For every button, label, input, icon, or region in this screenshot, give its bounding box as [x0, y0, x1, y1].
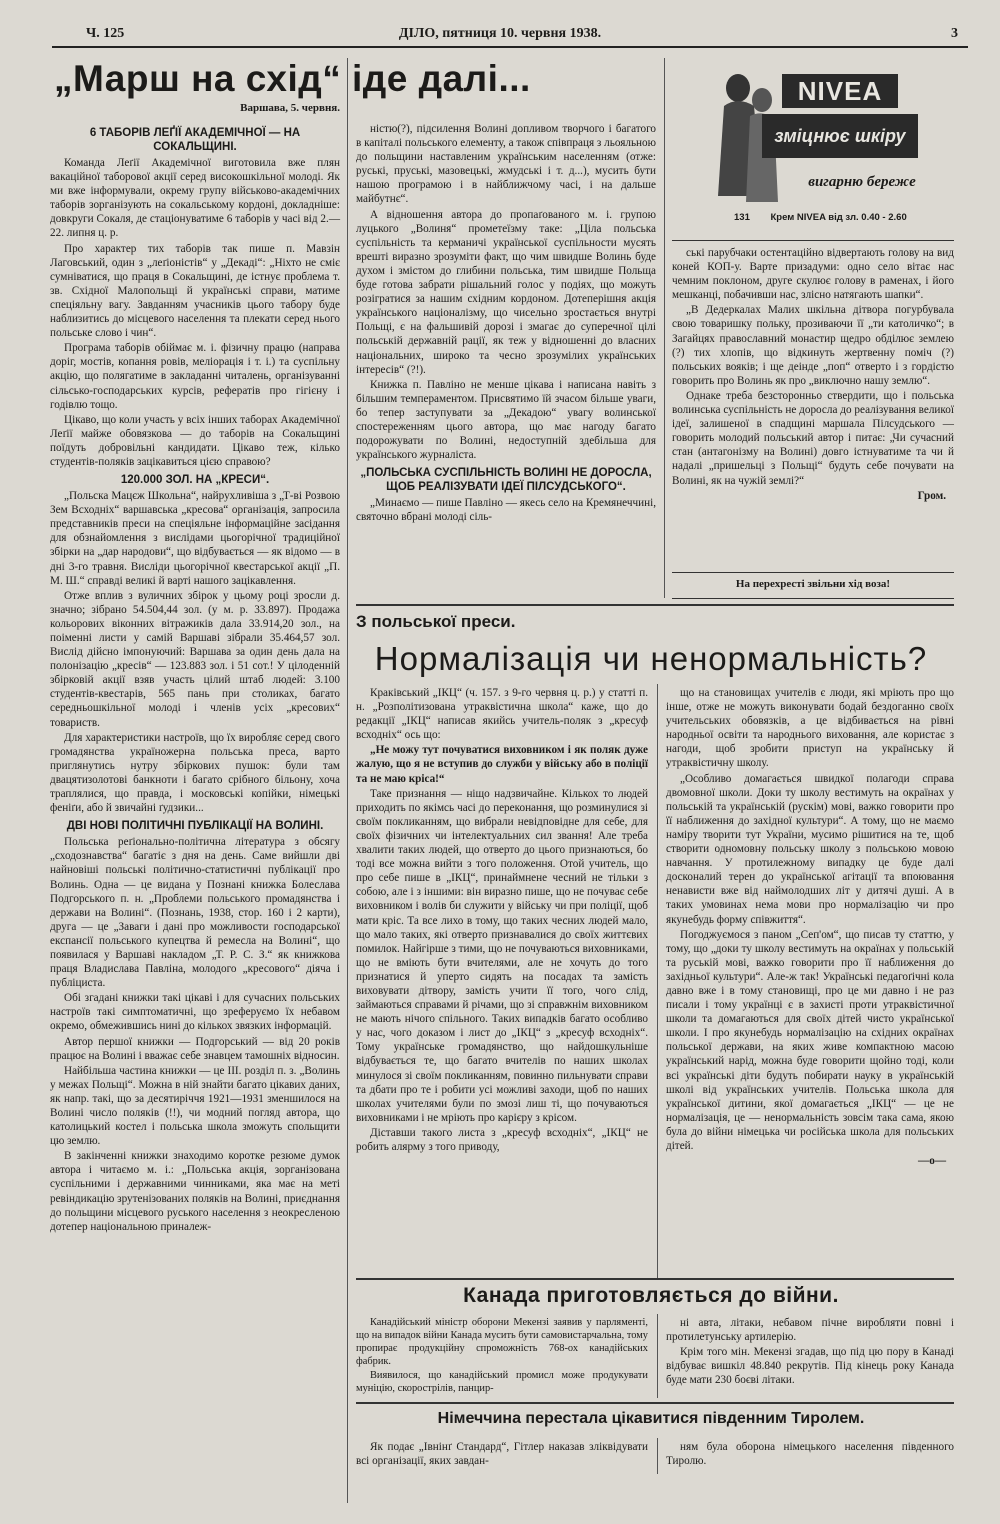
section-polish-press: З польської преси. [356, 612, 516, 631]
paragraph: Погоджуємося з паном „Сеп'ом“, що писав ту статтю, у тому, що „доки ту школу вестимуть на окраїнах у польській та руській мові, важко говорити про її наближення до західньої культури“. Але-ж так! Українські педагоґічні кола давно вже і в тому становищі, про це ми давно і не раз писали і тому українці є в захисті проти утраквістичної школи та домагаються для своїх дітей чисто української школи. І про якунебудь нормалізацію на східних окраїнах польської держави, на яких живе компактною масою український нарід, можна буде говорити щойно тоді, коли всі українські діти будуть побирати науку в українській школі від українських учителів. Польська школа для української дитини, якої домагається „ІКЦ“ — це не нормалізація, це — ненормальність зовсім така сама, якою була до війни німецька чи російська школа для польських дітей. [666, 928, 954, 1152]
column-divider-3 [657, 684, 658, 1280]
canada-column-1 [356, 1316, 648, 1397]
paragraph: Книжка п. Павліно не менше цікава і написана навіть з більшим темпераментом. Присвятимо їй зчасом більше уваги, бо тепер заступувати за „Декадою“ увагу волинської спостереженням цього автора, що має нагоду багато подорожувати по Волині, недоступній здебільша для українського журналіста. [356, 378, 656, 462]
signature: —o— [918, 1155, 946, 1168]
paragraph: Краківський „ІКЦ“ (ч. 157. з 9-го червня ц. р.) у статті п. н. „Розполітизована утраквістична школа“ каже, що до редакції „ІКЦ“ написав якийсь учитель-поляк з „кресуф всходніх“ ось що: [356, 687, 648, 742]
column-divider-1 [347, 58, 348, 1503]
page-number: 3 [951, 26, 958, 41]
tyrol-rule-top [356, 1402, 954, 1404]
march-column-1 [50, 122, 340, 1235]
paragraph: Автор першої книжки — Подгорський — від 20 років працює на Волині і вважає себе знавцем тамошніх відносин. [50, 1035, 340, 1062]
ad-bottom-rule [672, 240, 954, 241]
tyrol-column-2 [666, 1440, 954, 1469]
canada-rule-top [356, 1278, 954, 1280]
section-rule-top [356, 604, 954, 606]
march-column-2 [356, 122, 656, 525]
ad-slogan: вигарню бережe [808, 174, 916, 190]
column-divider-5 [657, 1438, 658, 1474]
nivea-advertisement [704, 62, 944, 230]
ad-footer-price: Крем NIVEA від зл. 0.40 - 2.60 [770, 212, 907, 223]
paragraph: ністю(?), підсилення Волині допливом творчого і багатого в капіталі польського елементу, а також співпраця з льояльною до польщини наставленим українським населенням (отже: руські, пруські, мазовецькі, жмудські і т. д...), мусить бути нашою програмою і в найближчому часі, і на дальше майбутнє“. [356, 123, 656, 206]
newspaper-title-date: ДІЛО, пятниця 10. червня 1938. [398, 26, 602, 41]
paragraph: Цікаво, що коли участь у всіх інших таборах Академічної Леґії майже обовязкова — до таборів на Сокальщині поїдуть добровільні кандидати. Цікаво теж, кілько студентів-поляків зацікавиться цією справою? [50, 413, 340, 468]
paragraph: Виявилося, що канадійський промисл може продукувати муніцію, скорострілів, панцир- [356, 1370, 648, 1395]
paragraph: Канадійський міністр оборони Мекензі заявив у парляменті, що на випадок війни Канада мусить бути самовистарчальна, тому пропирає продукційну спроможність 768-ох канадійських фабрик. [356, 1317, 648, 1368]
paragraph: Крім того мін. Мекензі згадав, що під цю пору в Канаді відбуває вишкіл 48.840 рекрутів. Під кінець року Канада буде мати 230 боєві літаки. [666, 1346, 954, 1387]
march-column-3 [672, 246, 954, 504]
paragraph: ні авта, літаки, небавом пічне виробляти повні і протилетунську артилерію. [666, 1317, 954, 1344]
paragraph: ські парубчаки остентаційно відвертають голову на вид коней КОП-у. Варте призадуми: одно село вітає нас чемним поклоном, друге скулює голову в раменах, і його мешканці, побачивши нас, злісно натягають шапки“. [672, 247, 954, 302]
paragraph: „В Дедеркалах Малих шкільна дітвора погурбувала свою товаришку польку, прозиваючи її „ти католичко“; в Загайцях православний монастир щедро обділює землею (?) тих хлопів, що відкинуть жертвенну поміч (?) польських вояків; і ще деінде „поп“ отверто і з гордістю говорить про Волинь як про „виключно нашу землю“. [672, 304, 954, 387]
headline-canada: Канада приготовляється до війни. [463, 1284, 839, 1307]
paragraph: що на становищах учителів є люди, які мріють про що інше, отже не можуть виконувати бодай бездоганно своїх учительських обовязків, а це відбивається на рівні народньої освіти та народнього виховання, але користає з нагоди, щоб зробити приступ на українську й утраквістичну школу. [666, 687, 954, 770]
paragraph: Обі згадані книжки такі цікаві і для сучасних польських настроїв такі симптоматичні, що зреферуємо їх небавом окремо, обмежившись нині до кількох звязких інформацій. [50, 992, 340, 1033]
paragraph: Таке признання — ніщо надзвичайне. Кількох то людей приходить по якімсь часі до переконання, що розминулися зі своїм покликанням, що вибрали невідповідне для себе, для своїх фізичних чи інтелектуальних сил звання! Але треба хвалити таких людей, що отверто до цього признаються, бо тоді все можна вийти з того положення. Отой учитель, що про себе пише в „ІКЦ“, принаймнене чесний не тільки з собою, але і з іншими: він виразно пише, що не почуває себе виховником і волів би служити у війську чи при поліції, щоб мати кріс. Та все лихо в тому, що таких чесних людей мало, що мало таких, які отверто признавалися до своїх життєвих помилок. Найгірше з тими, що не почуваються виховниками, що не вміють бути вчителями, але не хочуть до того признатися й уперто сидять на посадах та замість виховувати дітвору, замість учити її того, чого слід, займаються справами й річами, що зі справжнім виховником не мають нічого спільного. Таких випадків багато особливо у нас, чого доказом і лист до „ІКЦ“ з „кресуф всходніх“. Тому українське громадянство, що найдошкульніше відбувається те, що багато вчителів по наших школах минулося зі своїм покликанням, повинно пильнувати справи та дбати про те і робити усі можливі заходи, щоб по наших школах учителями були по змозі лиш ті, що почуваються виховниками і не мріють про карієру з крісом. [356, 787, 648, 1124]
ad-footer [734, 212, 944, 223]
subheading: 120.000 ЗОЛ. НА „КРЕСИ“. [120, 474, 270, 487]
paragraph: Отже вплив з вуличних збірок у цьому році зросли д. значно; зібрано 54.504,44 зол. (у м. р. 33.897). Продажа кольорових віконних вітражиків дала 33.914,20 зол., на поіменні листи у самій Варшаві зібрали 35.464,57 зол. Вислід дійсно імпонуючий: Варшава за один день дала на полонізацію „кресів“ — 123.883 зол. і 51 сот.! У цілоденній збірковій акції взяв участь цілий штаб людей: 3.100 студентів-квестарів, 565 пань при столиках, багато середньошкільної молоді і членів усіх „кресових“ товариств. [50, 589, 340, 729]
tyrol-column-1 [356, 1440, 648, 1469]
headline-march-east: „Марш на схід“ іде далі... [54, 58, 531, 99]
paragraph: ням була оборона німецького населення південного Тиролю. [666, 1441, 954, 1468]
column-divider-4 [657, 1314, 658, 1398]
subheading: ДВІ НОВІ ПОЛІТИЧНІ ПУБЛІКАЦІЇ НА ВОЛИНІ. [66, 820, 324, 833]
paragraph: Про характер тих таборів так пише п. Мавзін Лаговський, один з „леґіоністів“ у „Декаді“: „Ніхто не сміє сумніватися, що праця в Сокальщині, де істнує проблема т. зв. Східної Малопольщі й українські справи, матиме спеціяльну вагу. Завданням учасників цього табору буде наблизитись до місцевого населення та плекати серед нього польське слово і чин“. [50, 242, 340, 340]
column-divider-2 [664, 58, 665, 598]
paragraph: Як подає „Івнінґ Стандард“, Гітлер наказав зліквідувати всі організації, яких завдан- [356, 1441, 648, 1468]
quote-paragraph: „Не можу тут почуватися виховником і як поляк дуже жалую, що я не вступив до служби у війську або в поліції та не маю кріса!“ [356, 744, 648, 785]
headline-normalization: Нормалізація чи ненормальність? [374, 640, 928, 677]
paragraph: Найбільша частина книжки — це III. розділ п. з. „Волинь у межах Польщі“. Можна в ній знайти багато цікавих даних, як напр. такі, що за десятиріччя 1921—1931 зменшилося на Волині число поляків (!!), чи модний погляд автора, що католицький костел і польська школа зможуть спольщити цю землю. [50, 1064, 340, 1148]
normalization-column-1 [356, 686, 648, 1155]
subheading: 6 ТАБОРІВ ЛЕҐІЇ АКАДЕМІЧНОЇ — НА СОКАЛЬЩИНІ. [89, 127, 301, 153]
ad-brand: NIVEA [782, 74, 898, 108]
headline-tyrol: Німеччина перестала цікавитися південним Тиролем. [437, 1410, 865, 1427]
signature: Гром. [917, 489, 946, 502]
paragraph: Команда Леґії Академічної виготовила вже плян вакаційної таборової акції серед високошкільної молоді. Як ми вже інформували, окрему групу військово-академічних таборів зорганізують на сокальському кордоні, докладніше: довкруги Сокаля, де стаціонуватиме 6 таборів у часі від 2.—22. липня ц. р. [50, 157, 340, 240]
paragraph: „Польска Мацєж Школьна“, найрухливіша з „Т-ві Розвою Зем Всходніх“ варшавська „кресова“ організація, запросила представників преси на спеціяльне інформаційне засідання для обзнайомлення з вислідами цьогорічної традиційної збірки на „дар народови“, що відбувається — як відомо — в дні 3-го травня. Висліди цьогорічної квестарської акції „П. М. Ш.“ справді великі й варті нашого зацікавлення. [50, 490, 340, 587]
paragraph: Для характеристики настроїв, що їх виробляє серед свого громадянства україножерна польська преса, варто приглянутись нутру збіркових пушок: були там двацятизолотові банкноти і багато срібного більону, хоча траплялися, що правда, і московські копійки, німецькі феніґи, або й звичайні ґудзики... [50, 731, 340, 815]
ad-line: зміцнює шкіру [762, 114, 918, 158]
caption-rule-top [672, 572, 954, 573]
normalization-column-2 [666, 686, 954, 1169]
masthead-rule [52, 46, 968, 48]
paragraph: В закінченні книжки знаходимо коротке резюме думок автора і читаємо м. і.: „Польська акція, зорганізована суспільними і державними чинниками, яка має на меті ревіндикацію зрутенізованих поляків на Волині, приєднання до польщини місцевого руського населення з неокресленою дотепер національною приналеж- [50, 1150, 340, 1233]
paragraph: А відношення автора до пропаґованого м. і. групою луцького „Волиня“ прометеїзму таке: „Ціла польська суспільність та керманичі української суспільности мусять врешті виразно зрозуміти факт, що чим швидше Волинь буде духом і змістом до глибини польська, тим швидше Польща буде готова забрати рішальний голос у подіях, що можуть розігратися за нашим східним кордоном. Дотеперішня акція українського націоналізму, що чисельно зростається внутрі Польщі, є на фальшивій дорозі і змагає до суперечної цілі польській державній рації, як теж у відношенні до власних національних, широко та чесно зрозумілих українських інтересів“ (?!). [356, 208, 656, 376]
dateline-warsaw: Варшава, 5. червня. [240, 102, 340, 114]
paragraph: „Особливо домагається швидкої полагоди справа двомовної школи. Доки ту школу вестимуть на окраїнах у польській та українській (рускім) мові, важко говорити про її наближення до західної культури“. А тому, що не маємо наміру творити тут України, мусимо рішитися на те, щоб створити одномовну польську школу з польською мовою навчання. У протилежному випадку це буде далі досконалий терен до української агітації та впоювання ненависти вже від наймолодших літ у дитячі душі. А в таких умовинах нема мови про нормалізацію чи про якунебудь форму співжиття“. [666, 772, 954, 926]
issue-number: Ч. 125 [86, 26, 125, 41]
subheading: „ПОЛЬСЬКА СУСПІЛЬНІСТЬ ВОЛИНІ НЕ ДОРОСЛА, ЩОБ РЕАЛІЗУВАТИ ІДЕЇ ПІЛСУДСЬКОГО“. [360, 467, 652, 494]
ad-footer-code: 131 [734, 212, 750, 223]
paragraph: Діставши такого листа з „кресуф всходніх“, „ІКЦ“ не робить алярму з того приводу, [356, 1126, 648, 1153]
paragraph: Програма таборів обіймає м. і. фізичну працю (направа доріг, мостів, копання ровів, меліорація і т. і.) та суспільну акцію, що полягатиме в закладанні читалень, організуванні сільсько-господарських курсів, рефератів про гігієну і годівлю тощо. [50, 342, 340, 411]
paragraph: Однаке треба безсторонньо ствердити, що і польська волинська суспільність не доросла до реалізування великої ідеї, залишеної в спадщині маршала Пілсудського — говорить молодий польський автор і питає: „Чи сучасний стан (антагонізму на Волині) довго істнуватиме та чи й надалі „пришельці з Польщі“ будуть себе почувати на Волині, як на чужій землі?“ [672, 389, 954, 487]
canada-column-2 [666, 1316, 954, 1388]
paragraph: „Минаємо — пише Павліно — якесь село на Кремянеччині, святочно вбрані молоді сіль- [356, 497, 656, 524]
traffic-caption: На перехресті звільни хід воза! [735, 578, 891, 590]
paragraph: Польська реґіонально-політична література з обсягу „сходознавства“ багатіє з дня на день. Саме вийшли дві найновіші польські політично-статистичні публікації про Волинь. Одна — це видана у Познані книжка Болеслава Подгорського п. н. „Проблеми польського промадянства і держави на Волині“. (Познань, 1938, стор. 160 і 2 карти), друга — це „Заваги і дані про можливости господарської експансії польського купецтва й ремесла на Волині“, що появилася у Варшаві накладом „Т. Р. С. З.“ як книжкова праця Владислава Павліна, молодого „кресового“ діяча і публіциста. [50, 836, 340, 990]
caption-rule-bottom [672, 598, 954, 599]
masthead [0, 24, 1000, 46]
